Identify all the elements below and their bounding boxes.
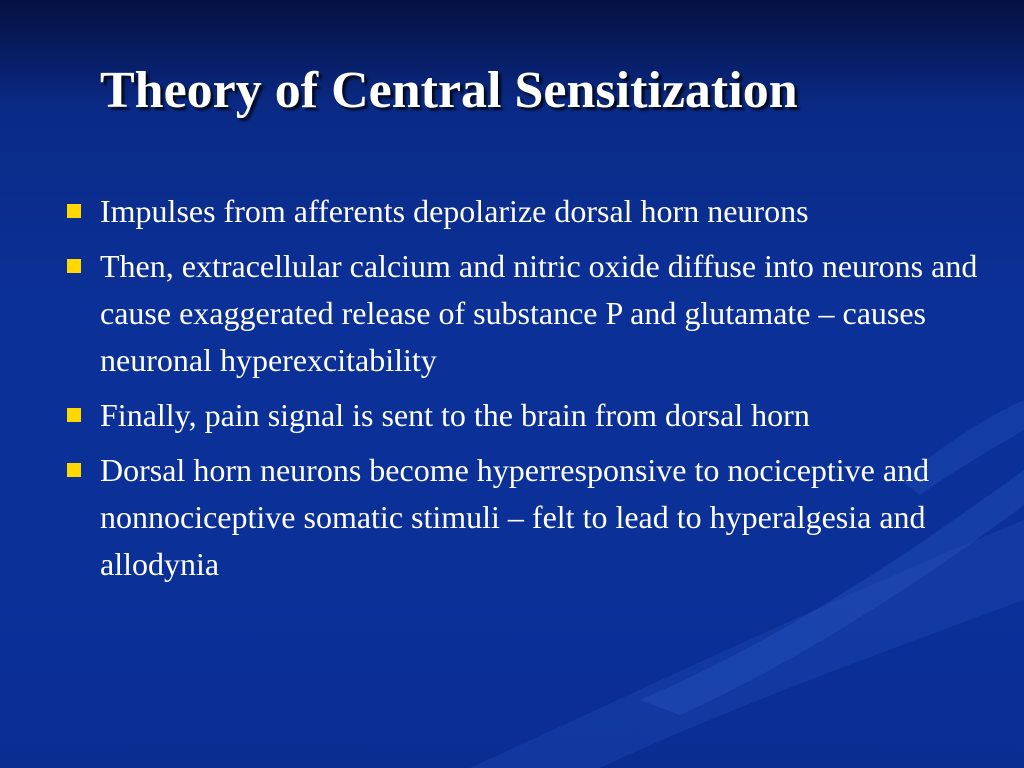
square-bullet-icon xyxy=(67,463,81,477)
square-bullet-icon xyxy=(67,259,81,273)
bullet-item xyxy=(60,243,980,384)
slide-title: Theory of Central Sensitization xyxy=(100,62,798,119)
square-bullet-icon xyxy=(67,408,81,422)
bullet-list xyxy=(60,188,980,596)
bullet-text: Impulses from afferents depolarize dorsal horn neurons xyxy=(100,193,809,229)
bullet-text: Then, extracellular calcium and nitric oxide diffuse into neurons and cause exaggerated release of substance P and glutamate – causes neuronal hyperexcitability xyxy=(100,248,978,378)
bullet-item xyxy=(60,392,980,439)
bullet-item xyxy=(60,447,980,588)
bullet-text: Dorsal horn neurons become hyperresponsive to nociceptive and nonnociceptive somatic stimuli – felt to lead to hyperalgesia and allodynia xyxy=(100,452,930,582)
square-bullet-icon xyxy=(67,204,81,218)
bullet-item xyxy=(60,188,980,235)
bullet-text: Finally, pain signal is sent to the brain from dorsal horn xyxy=(100,397,810,433)
